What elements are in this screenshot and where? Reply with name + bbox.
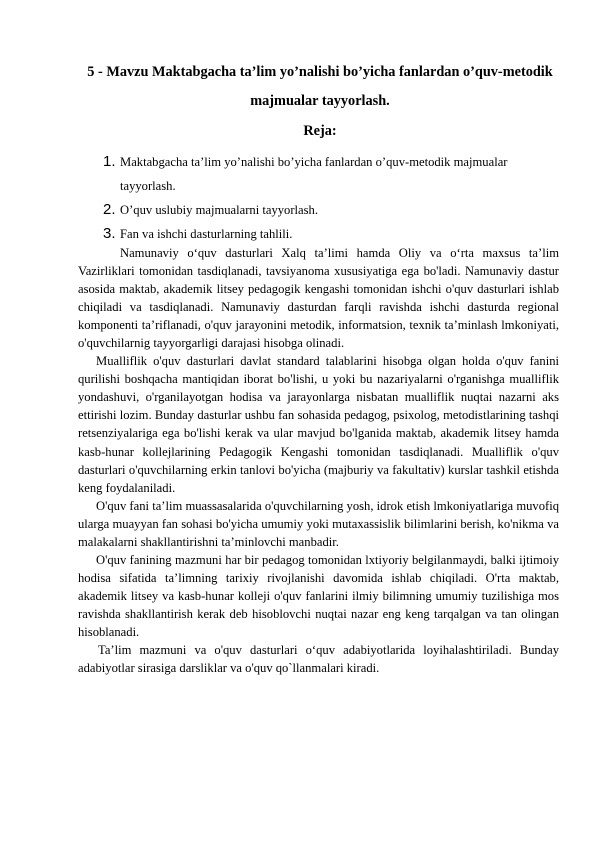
paragraph: Namunaviy o‘quv dasturlari Xalq ta’limi hamda Oliy va o‘rta maxsus ta’lim Vazirliklari tomonidan tasdiqlanadi, tavsiyanoma xususiyatiga ega bo'ladi. Namunaviy dastur asosida maktab, akademik litsey pedagogik kengashi tomonidan ishchi o'quv dasturlari ishlab chiqiladi va tasdiqlanadi. Namunaviy dasturdan farqli ravishda ishchi dasturda regional komponenti ta’riflanadi, o'quv jarayonini metodik, informatsion, texnik ta’minlash lmkoniyati, o'quvchilarnig tayyorgarligi darajasi hisobga olinadi. [78, 246, 559, 351]
plan-item-number: 3. [103, 225, 116, 242]
page-title: 5 - Mavzu Maktabgacha ta’lim yo’nalishi bo’yicha fanlardan o’quv-metodik majmualar tayyorlash. [87, 64, 553, 109]
plan-item-text: Fan va ishchi dasturlarning tahlili. [120, 227, 293, 241]
plan-item-number: 1. [103, 153, 116, 170]
plan-item-text: O’quv uslubiy majmualarni tayyorlash. [120, 203, 318, 217]
body-text [78, 244, 559, 677]
paragraph: Mualliflik o'quv dasturlari davlat standard talablarini hisobga olgan holda o'quv fanini qurilishi boshqacha mantiqidan iborat bo'lishi, u yoki bu nazariyalarni o'rganishga mualliflik yondashuvi, o'rganilayotgan hodisa va jarayonlarga nisbatan mualliflik nuqtai nazarni aks ettirishi lozim. Bunday dasturlar ushbu fan sohasida pedagog, psixolog, metodistlarining tashqi retsenziyalariga ega bo'lishi kerak va ular mavjud bo'lganida maktab, akademik litsey hamda kasb-hunar kollejlarining Pedagogik Kengashi tomonidan tasdiqlanadi. Mualliflik o'quv dasturlari o'quvchilarning erkin tanlovi bo'yicha (majburiy va fakultativ) kurslar tashkil etishda keng foydalaniladi. [78, 354, 559, 495]
paragraph: O'quv fani ta’lim muassasalarida o'quvchilarning yosh, idrok etish lmkoniyatlariga muvofiq ularga muayyan fan sohasi bo'yicha umumiy yoki mutaxassislik bilimlarini berish, ko'nikma va malakalarni shakllantirishni ta’minlovchi manbadir. [78, 498, 559, 549]
plan-item [103, 150, 559, 198]
plan-item-number: 2. [103, 201, 116, 218]
plan-item-text: Maktabgacha ta’lim yo’nalishi bo’yicha fanlardan o’quv-metodik majmualar tayyorlash. [120, 155, 508, 193]
plan-item [103, 198, 559, 222]
paragraph: Ta’lim mazmuni va o'quv dasturlari o‘quv adabiyotlarida loyihalashtiriladi. Bunday adabiyotlar sirasiga darsliklar va o'quv qo`llanmalari kiradi. [78, 643, 559, 676]
paragraph: O'quv fanining mazmuni har bir pedagog tomonidan lxtiyoriy belgilanmaydi, balki ijtimoiy hodisa sifatida ta’limning tarixiy rivojlanishi davomida ishlab chiqiladi. O'rta maktab, akademik litsey va kasb-hunar kolleji o'quv fanlarini ilmiy bilimning umumiy tuzilishiga mos ravishda shakllantirish kerak deb hisoblovchi nuqtai nazar eng keng tarqalgan va tan olingan hisoblanadi. [78, 552, 559, 639]
plan-heading: Reja: [303, 123, 337, 139]
plan-list [103, 150, 559, 246]
plan-item [103, 222, 559, 246]
